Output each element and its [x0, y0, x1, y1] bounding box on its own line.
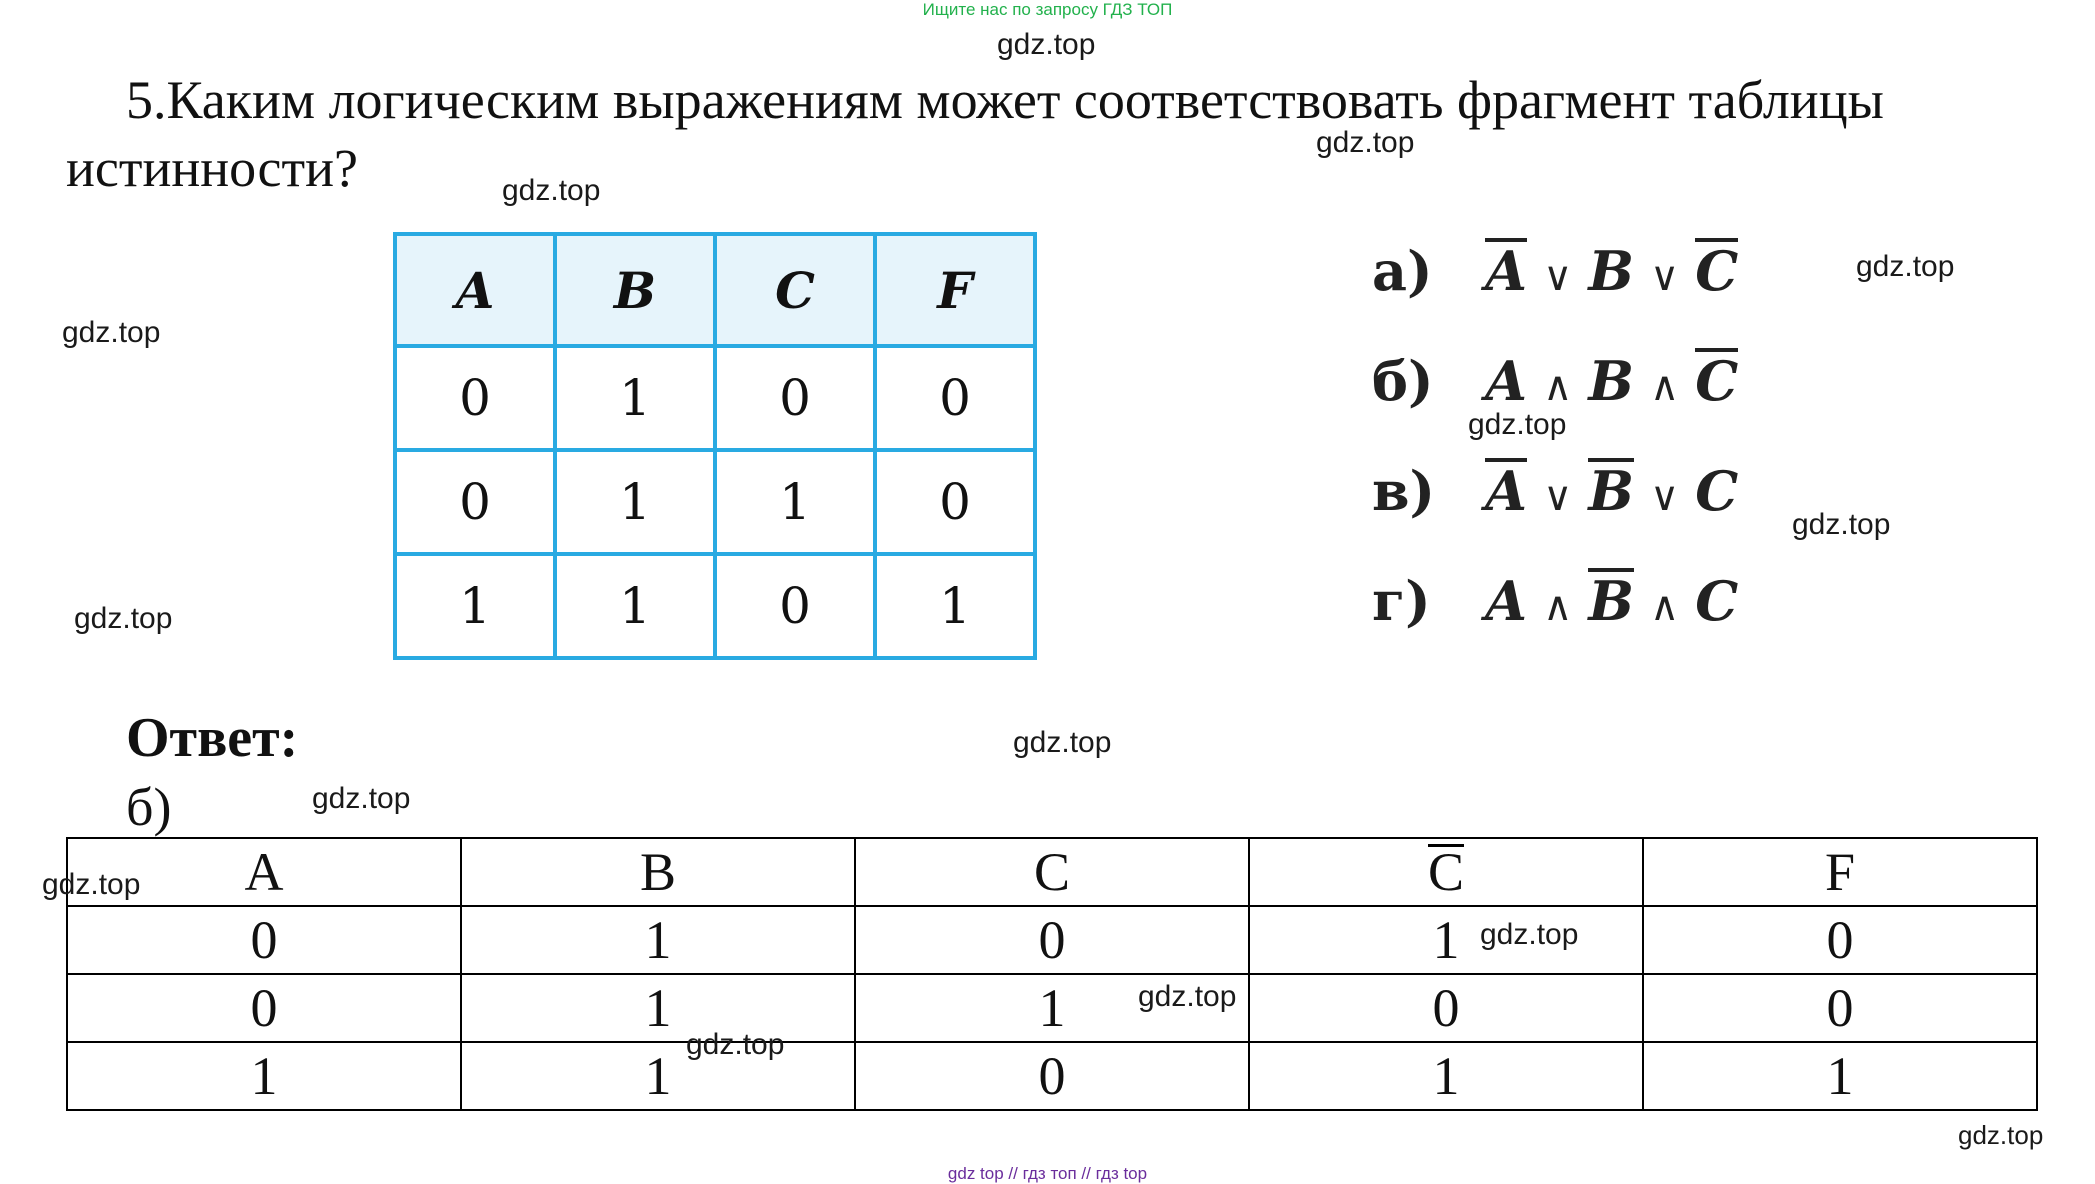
answer-cell: 1 — [1249, 906, 1643, 974]
answer-row — [67, 1042, 2037, 1110]
or-operator: ∨ — [1650, 254, 1680, 300]
and-operator: ∧ — [1650, 364, 1680, 410]
watermark: gdz.top — [502, 174, 601, 207]
answer-table-header — [67, 838, 2037, 906]
answer-cell: 0 — [67, 974, 461, 1042]
truth-cell: 1 — [715, 450, 875, 554]
top-banner: Ищите нас по запросу ГДЗ ТОП — [922, 0, 1173, 19]
watermark: gdz.top — [62, 316, 161, 349]
truth-header-c: C — [715, 234, 875, 346]
answer-cell: 1 — [1249, 1042, 1643, 1110]
question-text: 5.Каким логическим выражениям может соответствовать фрагмент таблицы истинности? — [66, 70, 1884, 198]
answer-cell: 0 — [855, 906, 1249, 974]
watermark: gdz.top — [1480, 918, 1579, 951]
option-label: б) — [1372, 349, 1434, 413]
truth-cell: 1 — [875, 554, 1035, 658]
truth-row — [395, 450, 1035, 554]
truth-cell: 1 — [555, 450, 715, 554]
answer-cell: 0 — [1643, 906, 2037, 974]
truth-cell: 1 — [555, 346, 715, 450]
truth-cell: 0 — [875, 450, 1035, 554]
truth-cell: 1 — [555, 554, 715, 658]
option-term: C — [1695, 239, 1739, 303]
watermark: gdz.top — [1468, 408, 1567, 441]
answer-header-a: A — [67, 838, 461, 906]
watermark: gdz.top — [1856, 250, 1955, 283]
or-operator: ∨ — [1650, 474, 1680, 520]
answer-row — [67, 906, 2037, 974]
truth-row — [395, 346, 1035, 450]
option-term: A — [1485, 349, 1528, 413]
footer-links[interactable]: gdz top // гдз топ // гдз top — [947, 1164, 1148, 1183]
watermark: gdz.top — [1013, 726, 1112, 759]
option-label: а) — [1372, 239, 1433, 303]
truth-cell: 1 — [395, 554, 555, 658]
or-operator: ∨ — [1543, 474, 1573, 520]
truth-cell: 0 — [715, 554, 875, 658]
not-c-symbol: C — [1427, 842, 1465, 902]
answer-cell: 1 — [67, 1042, 461, 1110]
option-term: C — [1695, 569, 1739, 633]
watermark: gdz.top — [997, 28, 1096, 61]
answer-cell: 0 — [855, 1042, 1249, 1110]
truth-cell: 0 — [395, 450, 555, 554]
answer-header-not-c — [1249, 838, 1643, 906]
truth-header-f: F — [875, 234, 1035, 346]
truth-header-b: B — [555, 234, 715, 346]
option-term: B — [1588, 349, 1635, 413]
truth-row — [395, 554, 1035, 658]
option-term: A — [1485, 239, 1528, 303]
or-operator: ∨ — [1543, 254, 1573, 300]
and-operator: ∧ — [1543, 584, 1573, 630]
truth-cell: 0 — [875, 346, 1035, 450]
answer-header-b: B — [461, 838, 855, 906]
watermark: gdz.top — [312, 782, 411, 815]
option-label: г) — [1372, 569, 1431, 633]
answer-table — [66, 837, 2038, 1111]
option-term: B — [1588, 459, 1635, 523]
answer-cell: 0 — [1643, 974, 2037, 1042]
answer-row — [67, 974, 2037, 1042]
and-operator: ∧ — [1650, 584, 1680, 630]
watermark: gdz.top — [686, 1028, 785, 1061]
answer-value: б) — [126, 777, 172, 837]
option-label: в) — [1372, 459, 1436, 523]
option-a — [1372, 238, 1738, 303]
option-b — [1372, 348, 1738, 413]
option-d — [1372, 568, 1738, 633]
truth-header-a: A — [395, 234, 555, 346]
option-term: A — [1485, 459, 1528, 523]
watermark: gdz.top — [1958, 1120, 2044, 1150]
answer-header-c: C — [855, 838, 1249, 906]
watermark: gdz.top — [42, 868, 141, 901]
answer-cell: 0 — [67, 906, 461, 974]
answer-cell: 1 — [1643, 1042, 2037, 1110]
truth-cell: 0 — [395, 346, 555, 450]
truth-table-header — [395, 234, 1035, 346]
watermark: gdz.top — [1316, 126, 1415, 159]
watermark: gdz.top — [74, 602, 173, 635]
option-c — [1372, 458, 1738, 523]
option-term: C — [1695, 459, 1739, 523]
answer-cell: 1 — [461, 906, 855, 974]
option-term: A — [1485, 569, 1528, 633]
truth-cell: 0 — [715, 346, 875, 450]
truth-table — [393, 232, 1037, 660]
answer-label: Ответ: — [126, 707, 299, 769]
answer-cell: 1 — [461, 974, 855, 1042]
watermark: gdz.top — [1792, 508, 1891, 541]
option-term: B — [1588, 569, 1635, 633]
watermark: gdz.top — [1138, 980, 1237, 1013]
answer-cell: 1 — [461, 1042, 855, 1110]
answer-header-f: F — [1643, 838, 2037, 906]
option-term: C — [1695, 349, 1739, 413]
answer-cell: 0 — [1249, 974, 1643, 1042]
and-operator: ∧ — [1543, 364, 1573, 410]
option-term: B — [1588, 239, 1635, 303]
answer-cell: 1 — [855, 974, 1249, 1042]
